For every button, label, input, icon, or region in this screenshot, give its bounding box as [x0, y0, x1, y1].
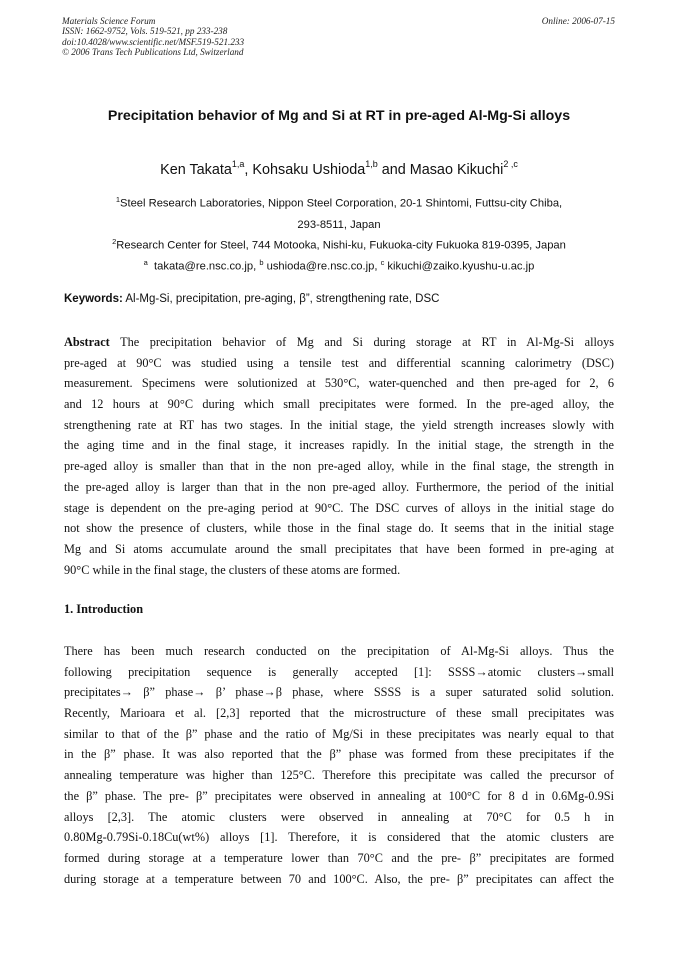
email-marker: a: [143, 258, 148, 267]
author-separator: and: [377, 161, 410, 178]
intro-line: following precipitation sequence is generally accepted [1]: SSSS→atomic clusters→small: [64, 664, 614, 679]
author-superscript: 2 ,c: [503, 159, 518, 169]
abstract-line: strengthening rate at RT has two stages. In the initial stage, the yield strength increases slowly with: [64, 417, 614, 432]
keywords: [64, 293, 439, 305]
section-heading: 1. Introduction: [64, 602, 144, 616]
abstract-line: the aging time and in the final stage, it increases rapidly. In the initial stage, the strength in the: [64, 438, 614, 453]
intro-line: There has been much research conducted on the precipitation of Al-Mg-Si alloys. Thus the: [64, 644, 614, 658]
abstract-line: The precipitation behavior of Mg and Si during storage at RT in Al-Mg-Si alloys: [109, 335, 614, 349]
journal-name: Materials Science Forum: [62, 16, 156, 26]
email-marker: b: [259, 258, 264, 267]
affiliation-text: 293-8511, Japan: [297, 218, 381, 231]
abstract-section: [64, 332, 614, 580]
abstract-line: measurement. Specimens were solutionized at 530°C, water-quenched and then pre-aged for 2, 6: [64, 376, 614, 391]
abstract-line: the pre-aged alloy is larger than that in the non pre-aged alloy. Furthermore, the period of the initial: [64, 479, 614, 494]
abstract-line: stage is dependent on the pre-aging period at 90°C. The DSC curves of alloys in the initial stage do: [64, 500, 614, 515]
abstract-line: Mg and Si atoms accumulate around the small precipitates that have been formed in pre-aging at: [64, 541, 614, 556]
author-name: Kohsaku Ushioda: [252, 161, 366, 178]
author-superscript: 1,a: [231, 159, 245, 169]
abstract-line: 90°C while in the final stage, the clusters of these atoms are formed.: [64, 562, 401, 577]
intro-line: similar to that of the β” phase and the ratio of Mg/Si in these precipitates was nearly equal to that: [64, 726, 614, 741]
author-name: Ken Takata: [160, 161, 232, 178]
email-line: [40, 252, 638, 278]
intro-line: in the β” phase. It was also reported that the β” phase was formed from these precipitates if the: [64, 747, 614, 762]
affiliation-marker: 2: [112, 237, 117, 246]
author-separator: ,: [244, 161, 253, 178]
journal-header: [62, 16, 244, 58]
keywords-label: Keywords:: [64, 293, 123, 305]
keywords-text: Al-Mg-Si, precipitation, pre-aging, β”, strengthening rate, DSC: [122, 293, 440, 305]
intro-line: formed during storage at a temperature lower than 70°C and the pre- β” precipitates are formed: [64, 850, 614, 865]
affiliation-text: Steel Research Laboratories, Nippon Steel Corporation, 20-1 Shintomi, Futtsu-city Chiba,: [120, 197, 563, 210]
email-marker: c: [380, 258, 385, 267]
abstract-line: pre-aged alloy is smaller than that in the non pre-aged alloy, while in the final stage, the strength in: [64, 459, 614, 474]
intro-line: during storage at a temperature between 70 and 100°C. Also, the pre- β” precipitates can affect the: [64, 871, 614, 886]
doi-line: doi:10.4028/www.scientific.net/MSF.519-521.233: [62, 36, 245, 47]
affiliation-1: [40, 189, 638, 236]
author-list: [40, 160, 638, 178]
intro-line: the β” phase. The pre- β” precipitates were observed in annealing at 100°C for 8 d in 0.6Mg-0.9Si: [64, 788, 614, 803]
email-link[interactable]: takata@re.nsc.co.jp,: [154, 260, 257, 273]
affiliation-marker: 1: [115, 195, 121, 204]
abstract-label: Abstract: [64, 335, 110, 349]
affiliation-text: Research Center for Steel, 744 Motooka, Nishi-ku, Fukuoka-city Fukuoka 819-0395, Japan: [116, 239, 566, 252]
intro-line: 0.80Mg-0.79Si-0.18Cu(wt%) alloys [1]. Therefore, it is considered that the atomic clusters are: [64, 830, 614, 845]
intro-line: Recently, Marioara et al. [2,3] reported that the microstructure of these small precipitates was: [64, 706, 614, 721]
email-link[interactable]: kikuchi@zaiko.kyushu-u.ac.jp: [387, 260, 535, 273]
issn-line: ISSN: 1662-9752, Vols. 519-521, pp 233-238: [62, 26, 228, 37]
abstract-line: not show the presence of clusters, while those in the final stage do. It seems that in the initial stage: [64, 521, 614, 536]
introduction-section: [64, 641, 614, 889]
copyright-line: © 2006 Trans Tech Publications Ltd, Switzerland: [62, 47, 244, 58]
author-name: Masao Kikuchi: [409, 161, 504, 178]
paper-title: Precipitation behavior of Mg and Si at RT in pre-aged Al-Mg-Si alloys: [107, 108, 571, 124]
abstract-line: and 12 hours at 90°C during which small precipitates were formed. In the pre-aged alloy, the: [64, 397, 614, 412]
intro-line: alloys [2,3]. The atomic clusters were observed in annealing at 70°C for 0.5 h in: [64, 809, 614, 824]
abstract-line: pre-aged at 90°C was studied using a tensile test and differential scanning calorimetry (DSC): [64, 355, 614, 370]
intro-line: precipitates→ β” phase→ β’ phase→β phase, where SSSS is a super saturated solid solution.: [64, 685, 614, 700]
email-link[interactable]: ushioda@re.nsc.co.jp,: [266, 260, 378, 273]
intro-line: annealing temperature was higher than 125°C. Therefore this precipitate was called the precursor of: [64, 768, 614, 783]
online-date: Online: 2006-07-15: [541, 16, 615, 26]
author-superscript: 1,b: [365, 159, 378, 169]
